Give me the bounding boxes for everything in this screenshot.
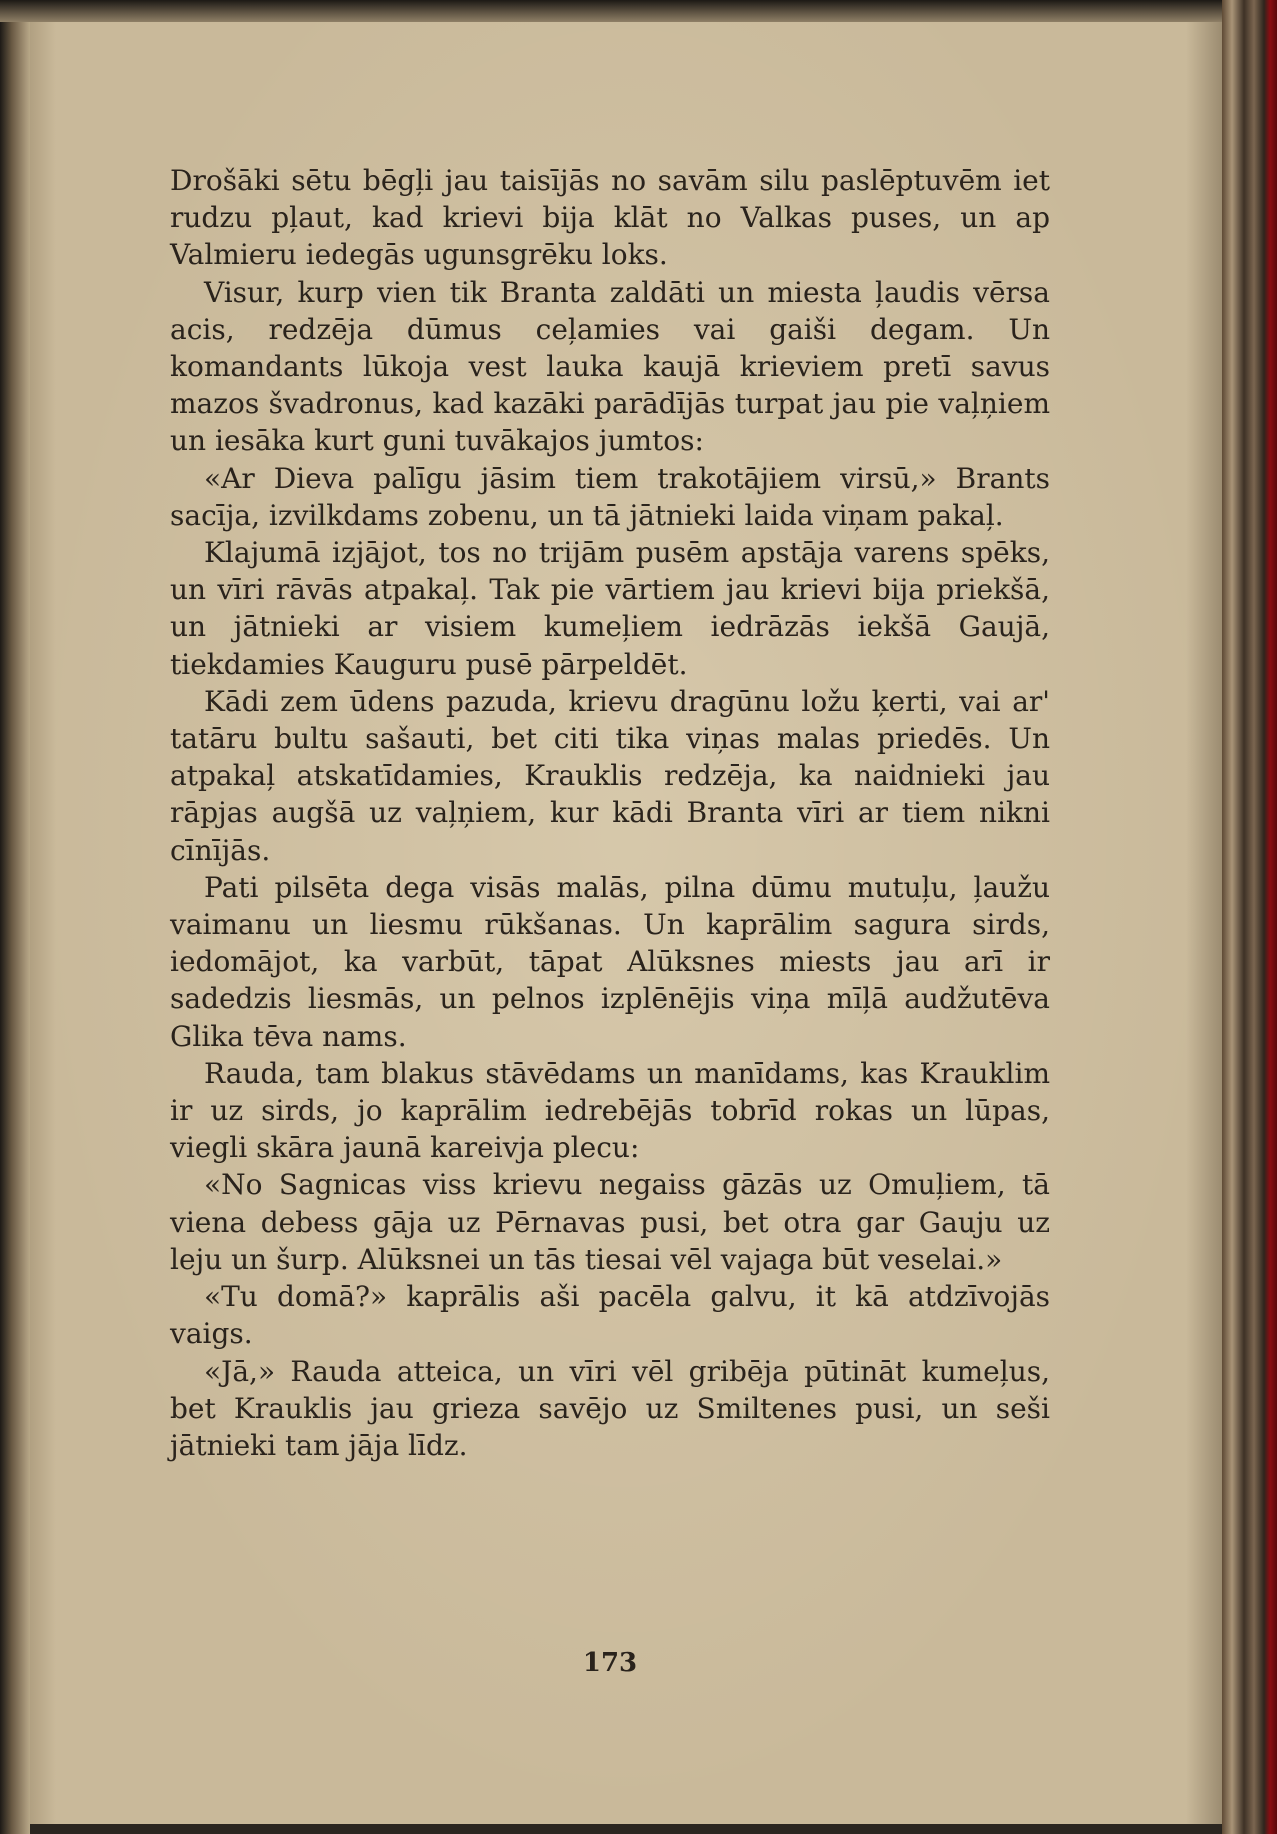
paragraph: Klajumā izjājot, tos no trijām pusēm apstāja varens spēks, un vīri rāvās atpakaļ. Tak pie vārtiem jau krievi bija priekšā, un jātnieki ar visiem kumeļiem iedrāzās iekšā Gaujā, tiekdamies Kauguru pusē pārpeldēt. xyxy=(170,536,1050,681)
paragraph: Kādi zem ūdens pazuda, krievu dragūnu ložu ķerti, vai ar' tatāru bultu sašauti, bet citi tika viņas malas priedēs. Un atpakaļ atskatīdamies, Krauklis redzēja, ka naidnieki jau rāpjas augšā uz vaļņiem, kur kādi Branta vīri ar tiem nikni cīnījās. xyxy=(170,684,1050,867)
book-left-edge xyxy=(0,0,30,1834)
paragraph: «Ar Dieva palīgu jāsim tiem trakotājiem virsū,» Brants sacīja, izvilkdams zobenu, un tā jātnieki laida viņam pakaļ. xyxy=(170,461,1050,532)
paragraph: Visur, kurp vien tik Branta zaldāti un miesta ļaudis vērsa acis, redzēja dūmus ceļamies vai gaiši degam. Un komandants lūkoja vest lauka kaujā krieviem pretī savus mazos švadronus, kad kazāki parādījās turpat jau pie vaļņiem un iesāka kurt guni tuvākajos jumtos: xyxy=(170,275,1050,458)
paragraph: Drošāki sētu bēgļi jau taisījās no savām silu paslēptuvēm iet rudzu pļaut, kad krievi bija klāt no Valkas puses, un ap Valmieru iedegās ugunsgrēku loks. xyxy=(170,164,1050,272)
body-text xyxy=(170,162,1050,1464)
paragraph: «No Sagnicas viss krievu negaiss gāzās uz Omuļiem, tā viena debess gāja uz Pērnavas pusi, bet otra gar Gauju uz leju un šurp. Alūksnei un tās tiesai vēl vajaga būt veselai.» xyxy=(170,1168,1050,1276)
paragraph: «Jā,» Rauda atteica, un vīri vēl gribēja pūtināt kumeļus, bet Krauklis jau grieza savējo uz Smiltenes pusi, un seši jātnieki tam jāja līdz. xyxy=(170,1354,1050,1462)
paragraph: Pati pilsēta dega visās malās, pilna dūmu mutuļu, ļaužu vaimanu un liesmu rūkšanas. Un kaprālim sagura sirds, iedomājot, ka varbūt, tāpat Alūksnes miests jau arī ir sadedzis liesmās, un pelnos izplēnējis viņa mīļā audžutēva Glika tēva nams. xyxy=(170,870,1050,1053)
book-spine-edge xyxy=(1222,0,1277,1834)
page-number: 173 xyxy=(582,1648,638,1678)
book-top-edge xyxy=(0,0,1277,22)
paragraph: «Tu domā?» kaprālis aši pacēla galvu, it kā atdzīvojās vaigs. xyxy=(170,1280,1050,1351)
paragraph: Rauda, tam blakus stāvēdams un manīdams, kas Krauklim ir uz sirds, jo kaprālim iedrebējās tobrīd rokas un lūpas, viegli skāra jaunā kareivja plecu: xyxy=(170,1056,1050,1165)
